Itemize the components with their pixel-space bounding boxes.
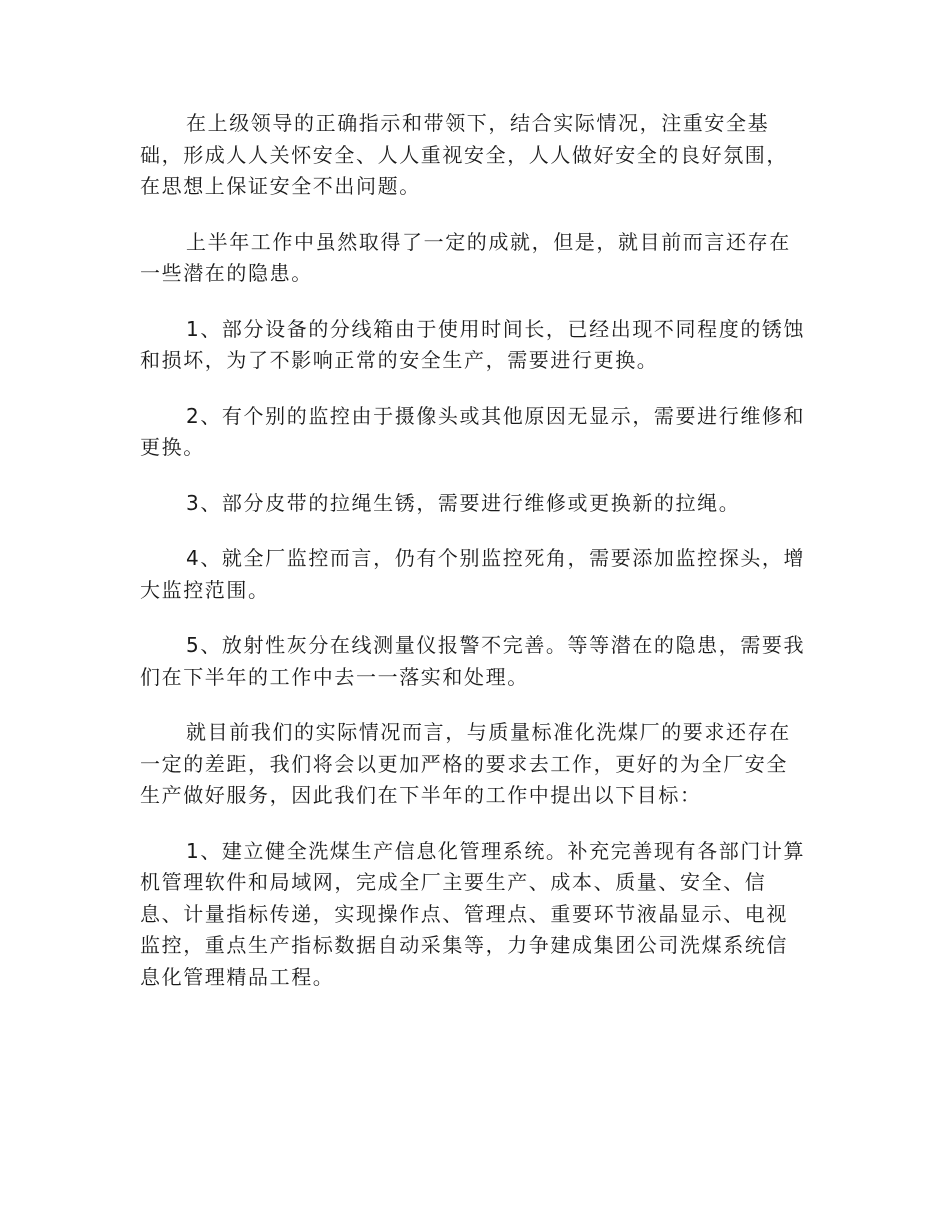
paragraph-goals-intro xyxy=(140,717,808,812)
text-line: 一些潜在的隐患。 xyxy=(140,261,313,285)
paragraph-issue-4 xyxy=(140,543,808,606)
paragraph-issue-3 xyxy=(140,488,808,520)
paragraph-issue-5 xyxy=(140,630,808,693)
text-line: 在上级领导的正确指示和带领下，结合实际情况，注重安全基 xyxy=(186,111,770,135)
text-line: 一定的差距，我们将会以更加严格的要求去工作，更好的为全厂安全 xyxy=(140,751,788,776)
text-line: 5、放射性灰分在线测量仪报警不完善。等等潜在的隐患，需要我 xyxy=(186,633,806,657)
text-line: 3、部分皮带的拉绳生锈，需要进行维修或更换新的拉绳。 xyxy=(186,490,741,515)
text-line: 更换。 xyxy=(140,435,205,459)
paragraph-issue-2 xyxy=(140,401,808,464)
text-line: 息化管理精品工程。 xyxy=(140,964,335,989)
paragraph-issue-1 xyxy=(140,314,808,377)
text-line: 础，形成人人关怀安全、人人重视安全，人人做好安全的良好氛围， xyxy=(140,142,788,167)
text-line: 上半年工作中虽然取得了一定的成就，但是，就目前而言还存在 xyxy=(186,229,791,254)
text-line: 和损坏，为了不影响正常的安全生产，需要进行更换。 xyxy=(140,348,659,372)
text-line: 2、有个别的监控由于摄像头或其他原因无显示，需要进行维修和 xyxy=(186,403,806,428)
text-line: 1、建立健全洗煤生产信息化管理系统。补充完善现有各部门计算 xyxy=(186,838,806,863)
text-line: 们在下半年的工作中去一一落实和处理。 xyxy=(140,664,529,689)
paragraph-hidden-dangers-intro xyxy=(140,227,808,290)
document-page xyxy=(140,108,808,1017)
text-line: 生产做好服务，因此我们在下半年的工作中提出以下目标： xyxy=(140,783,702,807)
text-line: 4、就全厂监控而言，仍有个别监控死角，需要添加监控探头，增 xyxy=(186,546,806,570)
text-line: 大监控范围。 xyxy=(140,577,270,602)
paragraph-safety-foundation xyxy=(140,108,808,203)
text-line: 1、部分设备的分线箱由于使用时间长，已经出现不同程度的锈蚀 xyxy=(186,316,806,341)
text-line: 在思想上保证安全不出问题。 xyxy=(140,174,421,198)
text-line: 监控，重点生产指标数据自动采集等，力争建成集团公司洗煤系统信 xyxy=(140,933,788,957)
text-line: 机管理软件和局域网，完成全厂主要生产、成本、质量、安全、信 xyxy=(140,870,767,894)
text-line: 就目前我们的实际情况而言，与质量标准化洗煤厂的要求还存在 xyxy=(186,720,791,744)
paragraph-goal-1 xyxy=(140,836,808,994)
text-line: 息、计量指标传递，实现操作点、管理点、重要环节液晶显示、电视 xyxy=(140,901,788,926)
